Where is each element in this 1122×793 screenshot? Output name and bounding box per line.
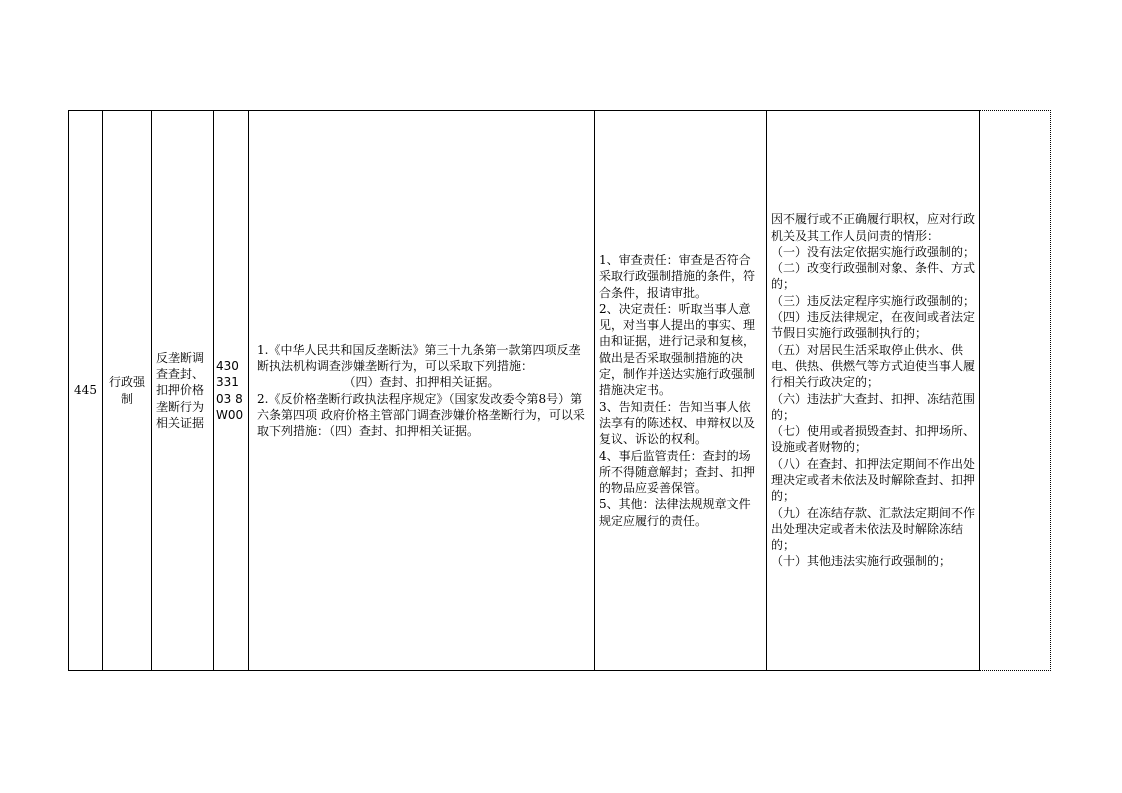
power-type (103, 111, 152, 671)
accountability-item: （二）改变行政强制对象、条件、方式的； (771, 261, 976, 292)
legal-basis-line-1-item: （四）查封、扣押相关证据。 (343, 375, 500, 390)
responsibility-items (595, 111, 767, 671)
remarks-column-border (980, 110, 1051, 671)
item-number-text: 445 (74, 383, 97, 398)
power-name (152, 111, 214, 671)
accountability-cases (767, 111, 980, 671)
accountability-item: （三）违反法定程序实施行政强制的； (771, 293, 976, 308)
legal-basis (249, 111, 595, 671)
legal-basis-line-1: 1.《中华人民共和国反垄断法》第三十九条第一款第四项反垄断执法机构调查涉嫌垄断行为，可以采取下列措施： (257, 342, 581, 373)
power-type-text: 行政强制 (108, 375, 145, 406)
responsibility-item: 1、审查责任：审查是否符合采取行政强制措施的条件，符合条件，报请审批。 (599, 252, 756, 300)
accountability-item: （四）违反法律规定，在夜间或者法定节假日实施行政强制执行的； (771, 310, 976, 341)
accountability-intro: 因不履行或不正确履行职权，应对行政机关及其工作人员问责的情形： (771, 212, 976, 243)
accountability-item: （一）没有法定依据实施行政强制的； (771, 244, 976, 259)
accountability-item: （九）在冻结存款、汇款法定期间不作出处理决定或者未依法及时解除冻结的； (771, 505, 976, 553)
power-name-text: 反垄断调查查封、扣押价格垄断行为相关证据 (156, 350, 205, 430)
power-list-table (68, 110, 980, 671)
item-number (69, 111, 103, 671)
accountability-item: （八）在查封、扣押法定期间不作出处理决定或者未依法及时解除查封、扣押的； (771, 456, 976, 504)
power-code (214, 111, 249, 671)
legal-basis-line-2: 2.《反价格垄断行政执法程序规定》（国家发改委令第8号）第六条第四项 政府价格主管部门调查涉嫌价格垄断行为，可以采取下列措施：（四）查封、扣押相关证据。 (257, 391, 585, 439)
accountability-item: （五）对居民生活采取停止供水、供电、供热、供燃气等方式迫使当事人履行相关行政决定的； (771, 342, 976, 390)
accountability-item: （六）违法扩大查封、扣押、冻结范围的； (771, 391, 976, 422)
responsibility-item: 4、事后监管责任：查封的场所不得随意解封；查封、扣押的物品应妥善保管。 (599, 448, 756, 496)
responsibility-item: 3、告知责任：告知当事人依法享有的陈述权、申辩权以及复议、诉讼的权利。 (599, 399, 756, 447)
responsibility-item: 2、决定责任：听取当事人意见，对当事人提出的事实、理由和证据，进行记录和复核，做出是否采取强制措施的决定，制作并送达实施行政强制措施决定书。 (599, 301, 756, 398)
accountability-item: （十）其他违法实施行政强制的； (771, 554, 952, 569)
accountability-item: （七）使用或者损毁查封、扣押场所、设施或者财物的； (771, 424, 976, 455)
table-row (69, 111, 980, 671)
responsibility-item: 5、其他：法律法规规章文件规定应履行的责任。 (599, 497, 751, 528)
power-code-text: 43033103 8W00 (216, 358, 244, 422)
